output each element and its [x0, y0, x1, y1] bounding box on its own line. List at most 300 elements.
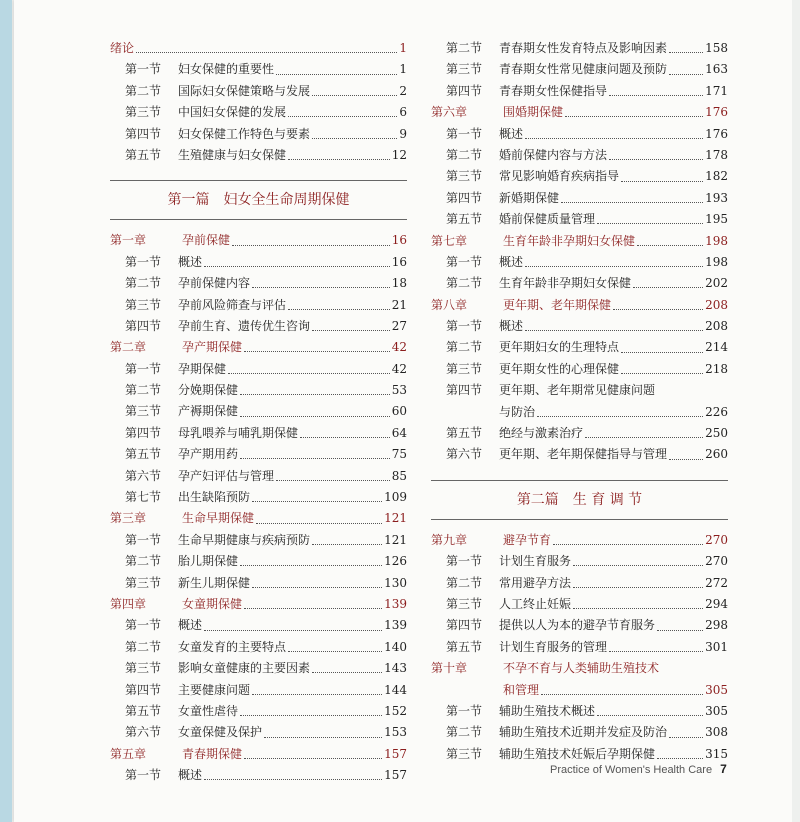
section-label: 第一节	[125, 62, 162, 77]
toc-section-entry[interactable]	[431, 551, 728, 572]
dot-leader	[288, 309, 390, 310]
toc-section-entry[interactable]	[110, 487, 407, 508]
page-number: 163	[705, 62, 728, 77]
page-number: 1	[399, 62, 407, 77]
dot-leader	[288, 651, 382, 652]
entry-title: 孕产妇评估与管理	[178, 468, 275, 483]
chapter-label: 第二章	[110, 340, 147, 355]
page-number: 16	[391, 233, 407, 248]
page-number: 198	[705, 233, 728, 248]
section-label: 第六节	[446, 447, 483, 462]
toc-section-entry[interactable]	[431, 316, 728, 337]
toc-chapter-entry[interactable]	[110, 508, 407, 529]
toc-section-entry[interactable]	[431, 59, 728, 80]
section-label: 第三节	[446, 169, 483, 184]
entry-title: 孕前生育、遗传优生咨询	[178, 318, 311, 333]
dot-leader	[288, 116, 397, 117]
page-number: 308	[705, 725, 728, 740]
dot-leader	[264, 737, 382, 738]
entry-title: 孕期保健	[178, 361, 227, 376]
page-number: 152	[384, 703, 407, 718]
dot-leader	[252, 287, 390, 288]
entry-title: 孕前保健	[182, 233, 231, 248]
dot-leader	[252, 694, 382, 695]
dot-leader	[613, 309, 703, 310]
toc-chapter-entry[interactable]	[431, 231, 728, 252]
page-footer	[550, 762, 727, 776]
toc-section-entry[interactable]	[431, 722, 728, 743]
page-number: 176	[705, 126, 728, 141]
entry-title: 分娩期保健	[178, 383, 239, 398]
page-number: 182	[705, 169, 728, 184]
section-label: 第一节	[125, 361, 162, 376]
toc-section-entry[interactable]	[431, 444, 728, 465]
toc-section-entry[interactable]	[110, 401, 407, 422]
toc-chapter-entry[interactable]	[110, 337, 407, 358]
page-number: 193	[705, 190, 728, 205]
page-number: 143	[384, 661, 407, 676]
page-number: 75	[391, 447, 407, 462]
toc-section-entry[interactable]	[110, 765, 407, 786]
page-number: 109	[384, 490, 407, 505]
page-number: 1	[399, 41, 407, 55]
toc-section-entry[interactable]	[431, 81, 728, 102]
section-label: 第二节	[446, 41, 483, 55]
entry-title: 孕前保健内容	[178, 276, 251, 291]
toc-part-two-list	[431, 530, 728, 765]
toc-chapter-entry[interactable]	[110, 594, 407, 615]
entry-title: 妇女保健的重要性	[178, 62, 275, 77]
toc-section-entry[interactable]	[110, 573, 407, 594]
toc-chapter-continuation[interactable]	[431, 680, 728, 701]
page-number: 305	[705, 703, 728, 718]
page-number: 139	[384, 596, 407, 611]
toc-section-entry[interactable]	[431, 380, 728, 401]
dot-leader	[621, 181, 703, 182]
entry-title: 更年期、老年期常见健康问题	[499, 383, 656, 398]
toc-chapter-entry[interactable]	[431, 295, 728, 316]
footer-page-number: 7	[720, 762, 727, 776]
entry-title: 女童性虐待	[178, 703, 239, 718]
page-number: 218	[705, 361, 728, 376]
dot-leader	[573, 587, 703, 588]
section-label: 第二节	[125, 276, 162, 291]
entry-title: 常用避孕方法	[499, 575, 572, 590]
entry-title: 妇女保健工作特色与要素	[178, 126, 311, 141]
section-label: 第五节	[125, 447, 162, 462]
entry-title: 孕前风险筛查与评估	[178, 297, 287, 312]
toc-intro-list	[110, 38, 407, 166]
toc-section-entry[interactable]	[431, 38, 728, 59]
section-label: 第六节	[125, 468, 162, 483]
toc-section-entry[interactable]	[431, 423, 728, 444]
part-two-heading	[431, 480, 728, 520]
entry-title: 计划生育服务的管理	[499, 639, 608, 654]
dot-leader	[312, 95, 397, 96]
entry-title: 概述	[499, 126, 524, 141]
section-label: 第一节	[446, 703, 483, 718]
entry-title: 生命早期健康与疾病预防	[178, 532, 311, 547]
toc-chapter-entry[interactable]	[110, 744, 407, 765]
dot-leader	[204, 266, 390, 267]
page-number: 157	[384, 746, 407, 761]
toc-part-one-continued-list	[431, 38, 728, 466]
entry-title: 常见影响婚育疾病指导	[499, 169, 620, 184]
entry-title: 孕产期保健	[182, 340, 243, 355]
dot-leader	[232, 245, 390, 246]
toc-section-entry[interactable]	[431, 573, 728, 594]
toc-section-entry[interactable]	[110, 316, 407, 337]
toc-entry-continuation[interactable]	[431, 402, 728, 423]
section-label: 第四节	[125, 682, 162, 697]
page-number: 198	[705, 254, 728, 269]
page-number: 208	[705, 297, 728, 312]
section-label: 第三节	[125, 404, 162, 419]
chapter-label: 第三章	[110, 511, 147, 526]
section-label: 第一节	[446, 254, 483, 269]
entry-title: 青春期女性发育特点及影响因素	[499, 41, 668, 55]
dot-leader	[525, 330, 703, 331]
toc-chapter-entry[interactable]	[431, 658, 728, 679]
dot-leader	[609, 95, 703, 96]
section-label: 第二节	[446, 575, 483, 590]
toc-part-one-list	[110, 230, 407, 786]
page-number: 260	[705, 447, 728, 462]
page-number: 9	[399, 126, 407, 141]
toc-section-entry[interactable]	[110, 273, 407, 294]
dot-leader	[276, 74, 397, 75]
dot-leader	[240, 416, 390, 417]
dot-leader	[252, 587, 382, 588]
page-number: 171	[705, 83, 728, 98]
entry-title: 女童保健及保护	[178, 725, 263, 740]
entry-title: 母乳喂养与哺乳期保健	[178, 425, 299, 440]
entry-title: 和管理	[503, 682, 540, 697]
dot-leader	[597, 223, 703, 224]
toc-section-entry[interactable]	[431, 209, 728, 230]
page-number: 158	[705, 41, 728, 55]
toc-left-column	[110, 38, 407, 787]
toc-section-entry[interactable]	[431, 273, 728, 294]
toc-section-entry[interactable]	[431, 166, 728, 187]
page-number: 121	[384, 532, 407, 547]
toc-section-entry[interactable]	[431, 615, 728, 636]
dot-leader	[204, 630, 382, 631]
chapter-label: 第四章	[110, 596, 147, 611]
entry-title: 生殖健康与妇女保健	[178, 147, 287, 162]
part-one-title: 第一篇 妇女全生命周期保健	[167, 192, 350, 209]
section-label: 第四节	[446, 383, 483, 398]
toc-section-entry[interactable]	[431, 188, 728, 209]
entry-title: 影响女童健康的主要因素	[178, 661, 311, 676]
page-number: 202	[705, 276, 728, 291]
toc-chapter-entry[interactable]	[431, 530, 728, 551]
book-page	[14, 0, 792, 822]
toc-section-entry[interactable]	[110, 466, 407, 487]
dot-leader	[256, 523, 382, 524]
toc-section-entry[interactable]	[110, 423, 407, 444]
dot-leader	[657, 758, 703, 759]
toc-section-entry[interactable]	[431, 701, 728, 722]
page-number: 42	[391, 361, 407, 376]
entry-title: 概述	[178, 618, 203, 633]
page-number: 27	[391, 318, 407, 333]
dot-leader	[621, 373, 703, 374]
dot-leader	[228, 373, 390, 374]
dot-leader	[573, 608, 703, 609]
entry-title: 辅助生殖技术概述	[499, 703, 596, 718]
entry-title: 女童发育的主要特点	[178, 639, 287, 654]
dot-leader	[312, 544, 382, 545]
page-number: 16	[391, 254, 407, 269]
toc-section-entry[interactable]	[110, 444, 407, 465]
entry-title: 生命早期保健	[182, 511, 255, 526]
page-number: 12	[391, 147, 407, 162]
page-number: 315	[705, 746, 728, 761]
page-number: 226	[705, 404, 728, 419]
toc-section-entry[interactable]	[110, 701, 407, 722]
page-number: 53	[391, 383, 407, 398]
dot-leader	[669, 459, 703, 460]
section-label: 第二节	[125, 639, 162, 654]
dot-leader	[525, 266, 703, 267]
toc-section-entry[interactable]	[110, 551, 407, 572]
toc-section-entry[interactable]	[110, 295, 407, 316]
section-label: 第二节	[446, 276, 483, 291]
toc-chapter-entry[interactable]	[110, 230, 407, 251]
entry-title: 围婚期保健	[503, 105, 564, 120]
dot-leader	[637, 245, 703, 246]
section-label: 第四节	[125, 126, 162, 141]
toc-section-entry[interactable]	[431, 594, 728, 615]
dot-leader	[252, 501, 382, 502]
dot-leader	[553, 544, 703, 545]
dot-leader	[633, 287, 703, 288]
page-number: 42	[391, 340, 407, 355]
entry-title: 女童期保健	[182, 596, 243, 611]
chapter-label: 绪论	[110, 41, 135, 55]
page-number: 139	[384, 618, 407, 633]
dot-leader	[204, 779, 382, 780]
dot-leader	[561, 202, 703, 203]
entry-title: 与防治	[499, 404, 536, 419]
toc-section-entry[interactable]	[110, 658, 407, 679]
page-number: 270	[705, 532, 728, 547]
chapter-label: 第一章	[110, 233, 147, 248]
page-number: 64	[391, 425, 407, 440]
dot-leader	[240, 715, 382, 716]
page-number: 121	[384, 511, 407, 526]
entry-title: 婚前保健质量管理	[499, 212, 596, 227]
page-number: 126	[384, 554, 407, 569]
section-label: 第六节	[125, 725, 162, 740]
toc-chapter-entry[interactable]	[431, 102, 728, 123]
section-label: 第四节	[125, 425, 162, 440]
chapter-label: 第十章	[431, 661, 468, 676]
entry-title: 辅助生殖技术妊娠后孕期保健	[499, 746, 656, 761]
toc-section-entry[interactable]	[431, 337, 728, 358]
page-number: 272	[705, 575, 728, 590]
entry-title: 更年期妇女的生理特点	[499, 340, 620, 355]
toc-section-entry[interactable]	[110, 680, 407, 701]
entry-title: 婚前保健内容与方法	[499, 147, 608, 162]
page-number: 130	[384, 575, 407, 590]
toc-section-entry[interactable]	[431, 359, 728, 380]
section-label: 第一节	[446, 554, 483, 569]
dot-leader	[300, 437, 390, 438]
part-one-heading	[110, 180, 407, 220]
entry-title: 国际妇女保健策略与发展	[178, 83, 311, 98]
entry-title: 主要健康问题	[178, 682, 251, 697]
entry-title: 更年期女性的心理保健	[499, 361, 620, 376]
page-number: 21	[391, 297, 407, 312]
toc-section-entry[interactable]	[110, 252, 407, 273]
entry-title: 概述	[178, 254, 203, 269]
section-label: 第一节	[125, 254, 162, 269]
section-label: 第一节	[125, 618, 162, 633]
dot-leader	[537, 416, 703, 417]
page-number: 214	[705, 340, 728, 355]
toc-section-entry[interactable]	[431, 124, 728, 145]
entry-title: 计划生育服务	[499, 554, 572, 569]
entry-title: 产褥期保健	[178, 404, 239, 419]
toc-section-entry[interactable]	[110, 59, 407, 80]
section-label: 第三节	[125, 575, 162, 590]
section-label: 第三节	[125, 105, 162, 120]
dot-leader	[525, 138, 703, 139]
page-number: 157	[384, 768, 407, 783]
section-label: 第二节	[125, 383, 162, 398]
dot-leader	[240, 565, 382, 566]
section-label: 第七节	[125, 490, 162, 505]
section-label: 第二节	[125, 554, 162, 569]
toc-right-column	[431, 38, 728, 765]
entry-title: 出生缺陷预防	[178, 490, 251, 505]
page-number: 294	[705, 596, 728, 611]
section-label: 第二节	[446, 340, 483, 355]
entry-title: 新婚期保健	[499, 190, 560, 205]
page-number: 140	[384, 639, 407, 654]
dot-leader	[244, 608, 382, 609]
entry-title: 孕产期用药	[178, 447, 239, 462]
chapter-label: 第九章	[431, 532, 468, 547]
entry-title: 概述	[499, 319, 524, 334]
toc-section-entry[interactable]	[110, 380, 407, 401]
toc-section-entry[interactable]	[431, 145, 728, 166]
dot-leader	[312, 138, 397, 139]
dot-leader	[609, 651, 703, 652]
section-label: 第三节	[446, 746, 483, 761]
section-label: 第四节	[446, 618, 483, 633]
dot-leader	[565, 116, 703, 117]
chapter-label: 第八章	[431, 297, 468, 312]
page-number: 195	[705, 212, 728, 227]
dot-leader	[312, 672, 382, 673]
toc-chapter-entry[interactable]	[110, 38, 407, 59]
book-spine-edge	[0, 0, 12, 822]
dot-leader	[669, 52, 703, 53]
section-label: 第一节	[125, 532, 162, 547]
entry-title: 生育年龄非孕期妇女保健	[503, 233, 636, 248]
page-number: 208	[705, 319, 728, 334]
footer-book-title: Practice of Women's Health Care	[550, 764, 713, 776]
section-label: 第三节	[125, 297, 162, 312]
entry-title: 生育年龄非孕期妇女保健	[499, 276, 632, 291]
section-label: 第三节	[446, 596, 483, 611]
entry-title: 青春期女性常见健康问题及预防	[499, 62, 668, 77]
dot-leader	[597, 715, 703, 716]
dot-leader	[240, 394, 390, 395]
entry-title: 提供以人为本的避孕节育服务	[499, 618, 656, 633]
toc-section-entry[interactable]	[110, 722, 407, 743]
section-label: 第一节	[125, 768, 162, 783]
toc-section-entry[interactable]	[110, 145, 407, 166]
dot-leader	[276, 480, 390, 481]
entry-title: 辅助生殖技术近期并发症及防治	[499, 725, 668, 740]
section-label: 第四节	[446, 190, 483, 205]
page-number: 250	[705, 426, 728, 441]
section-label: 第二节	[446, 147, 483, 162]
toc-section-entry[interactable]	[110, 81, 407, 102]
toc-section-entry[interactable]	[110, 359, 407, 380]
dot-leader	[240, 458, 390, 459]
page-number: 176	[705, 105, 728, 120]
entry-title: 胎儿期保健	[178, 554, 239, 569]
dot-leader	[288, 159, 390, 160]
dot-leader	[541, 694, 703, 695]
entry-title: 中国妇女保健的发展	[178, 105, 287, 120]
section-label: 第三节	[125, 661, 162, 676]
page-number: 305	[705, 682, 728, 697]
toc-section-entry[interactable]	[431, 637, 728, 658]
page-number: 18	[391, 276, 407, 291]
chapter-label: 第六章	[431, 105, 468, 120]
dot-leader	[669, 74, 703, 75]
entry-title: 更年期、老年期保健指导与管理	[499, 447, 668, 462]
section-label: 第五节	[446, 212, 483, 227]
section-label: 第三节	[446, 62, 483, 77]
entry-title: 新生儿期保健	[178, 575, 251, 590]
entry-title: 更年期、老年期保健	[503, 297, 612, 312]
page-number: 2	[399, 83, 407, 98]
entry-title: 概述	[178, 768, 203, 783]
page-number: 6	[399, 105, 407, 120]
part-two-title: 第二篇 生 育 调 节	[516, 491, 643, 508]
entry-title: 青春期女性保健指导	[499, 83, 608, 98]
section-label: 第一节	[446, 126, 483, 141]
toc-section-entry[interactable]	[110, 615, 407, 636]
entry-title: 人工终止妊娠	[499, 596, 572, 611]
page-number: 301	[705, 639, 728, 654]
toc-section-entry[interactable]	[110, 637, 407, 658]
dot-leader	[244, 351, 390, 352]
section-label: 第五节	[446, 426, 483, 441]
page-number: 298	[705, 618, 728, 633]
page-number: 270	[705, 554, 728, 569]
dot-leader	[244, 758, 382, 759]
dot-leader	[657, 630, 703, 631]
entry-title: 青春期保健	[182, 746, 243, 761]
toc-section-entry[interactable]	[431, 252, 728, 273]
dot-leader	[573, 565, 703, 566]
dot-leader	[621, 352, 703, 353]
chapter-label: 第七章	[431, 233, 468, 248]
toc-section-entry[interactable]	[110, 530, 407, 551]
toc-section-entry[interactable]	[110, 124, 407, 145]
dot-leader	[585, 437, 703, 438]
section-label: 第五节	[125, 147, 162, 162]
toc-section-entry[interactable]	[110, 102, 407, 123]
